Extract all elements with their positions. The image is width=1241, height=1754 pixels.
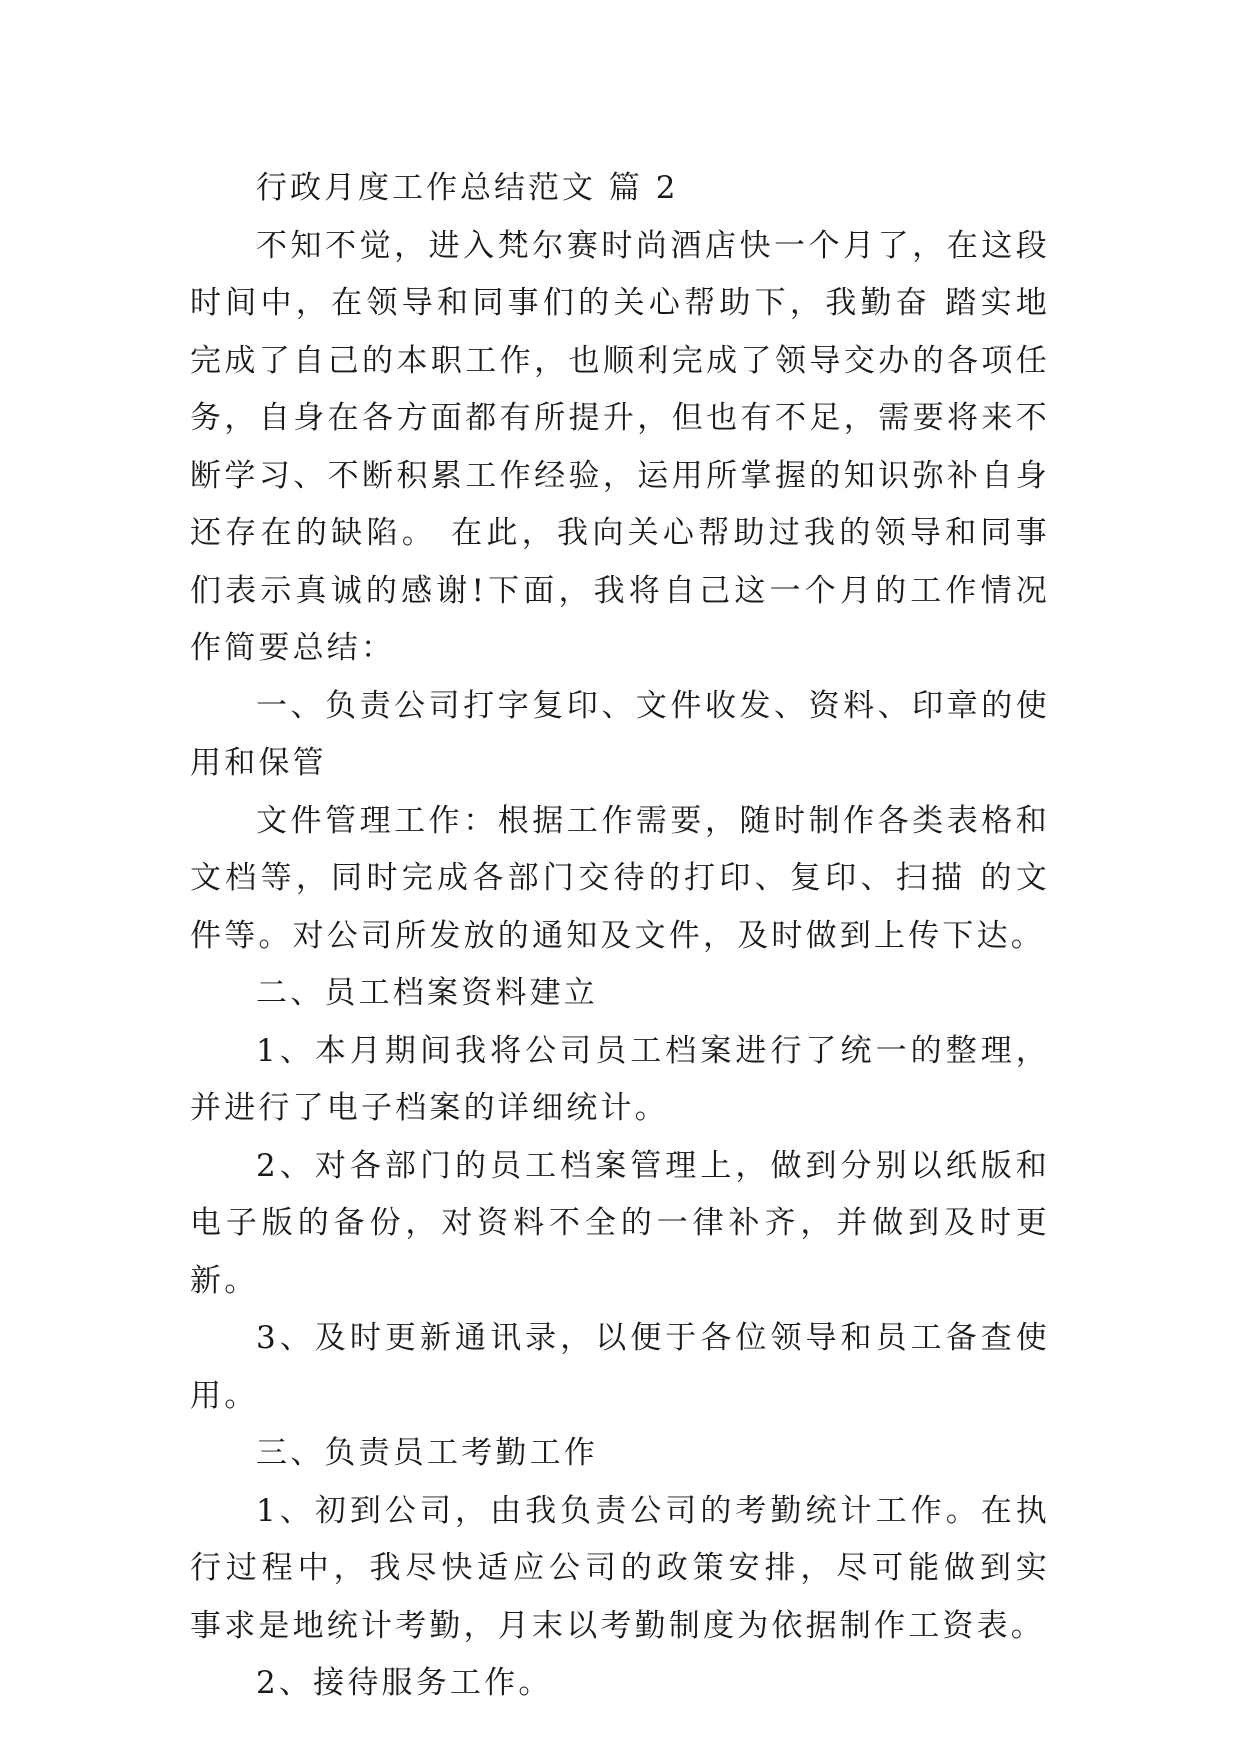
paragraph-archive-2: 2、对各部门的员工档案管理上，做到分别以纸版和电子版的备份，对资料不全的一律补齐，并做到及时更新。 bbox=[190, 1147, 1050, 1299]
document-title: 行政月度工作总结范文 篇 2 bbox=[256, 170, 679, 206]
paragraph-intro: 不知不觉，进入梵尔赛时尚酒店快一个月了，在这段时间中，在领导和同事们的关心帮助下，我勤奋 踏实地完成了自己的本职工作，也顺利完成了领导交办的各项任务，自身在各方面都有所提升，但也有不足，需要将来不断学习、不断积累工作经验，运用所掌握的知识弥补自身还存在的缺陷。 在此，我向关心帮助过我的领导和同事们表示真诚的感谢!下面，我将自己这一个月的工作情况作简要总结： bbox=[190, 227, 1050, 666]
section-heading-1: 一、负责公司打字复印、文件收发、资料、印章的使用和保管 bbox=[190, 687, 1050, 781]
document-body bbox=[190, 160, 1050, 1713]
paragraph-archive-1: 1、本月期间我将公司员工档案进行了统一的整理，并进行了电子档案的详细统计。 bbox=[190, 1032, 1050, 1126]
paragraph-attendance-2: 2、接待服务工作。 bbox=[256, 1665, 553, 1701]
section-heading-3: 三、负责员工考勤工作 bbox=[256, 1435, 598, 1471]
paragraph-file-management: 文件管理工作：根据工作需要，随时制作各类表格和文档等，同时完成各部门交待的打印、复印、扫描 的文件等。对公司所发放的通知及文件，及时做到上传下达。 bbox=[190, 802, 1050, 954]
paragraph-attendance-1: 1、初到公司，由我负责公司的考勤统计工作。在执行过程中，我尽快适应公司的政策安排，尽可能做到实 事求是地统计考勤，月末以考勤制度为依据制作工资表。 bbox=[190, 1492, 1050, 1644]
paragraph-archive-3: 3、及时更新通讯录，以便于各位领导和员工备查使用。 bbox=[190, 1320, 1050, 1414]
section-heading-2: 二、员工档案资料建立 bbox=[256, 975, 598, 1011]
